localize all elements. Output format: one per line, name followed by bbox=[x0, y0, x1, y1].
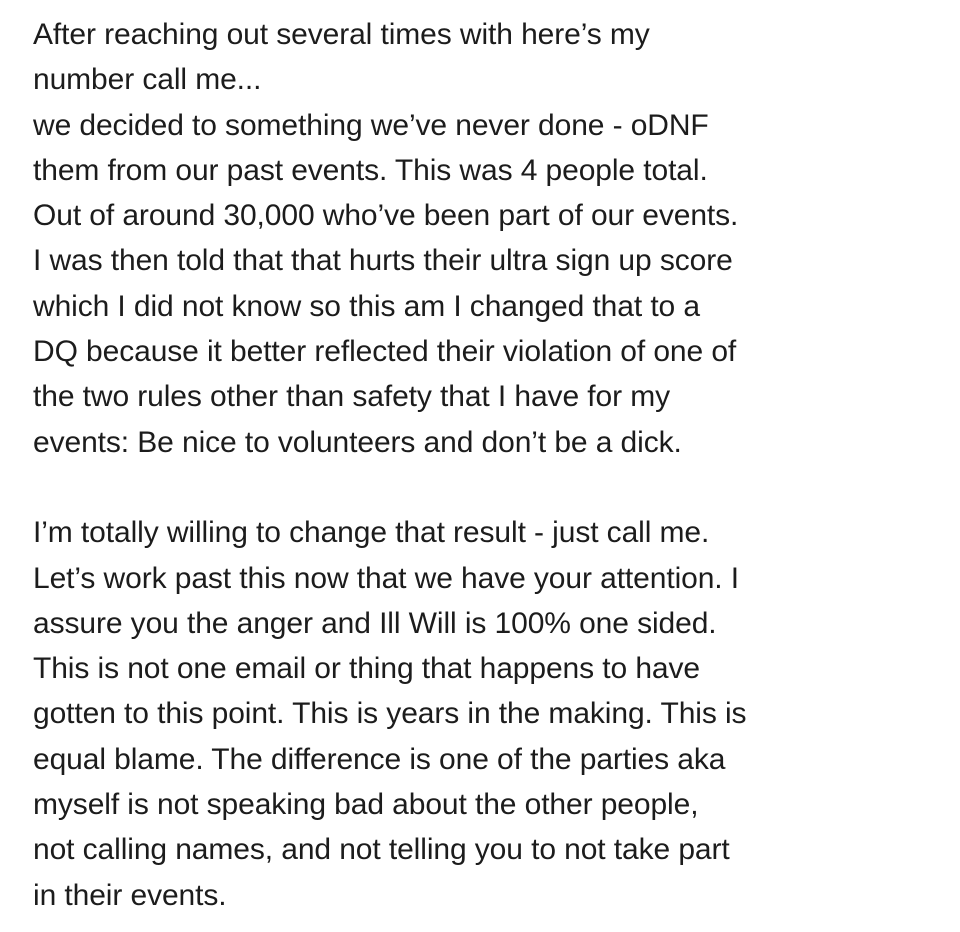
text-line: number call me... bbox=[33, 63, 262, 97]
text-line: I’m totally willing to change that result - just call me. bbox=[33, 516, 710, 550]
text-line: equal blame. The difference is one of the parties aka bbox=[33, 742, 726, 776]
text-line: Out of around 30,000 who’ve been part of our events. bbox=[33, 199, 739, 233]
text-line: we decided to something we’ve never done - oDNF bbox=[33, 108, 709, 142]
text-line: assure you the anger and Ill Will is 100% one sided. bbox=[33, 606, 717, 640]
paragraph-1 bbox=[33, 12, 953, 465]
text-line: After reaching out several times with here’s my bbox=[33, 18, 650, 51]
text-line: events: Be nice to volunteers and don’t be a dick. bbox=[33, 425, 682, 459]
text-line: I was then told that that hurts their ultra sign up score bbox=[33, 244, 733, 278]
text-line: This is not one email or thing that happens to have bbox=[33, 652, 700, 686]
post-text bbox=[33, 12, 953, 918]
text-line: the two rules other than safety that I have for my bbox=[33, 380, 670, 414]
text-line: gotten to this point. This is years in the making. This is bbox=[33, 697, 747, 731]
text-line: DQ because it better reflected their violation of one of bbox=[33, 335, 737, 369]
text-line: in their events. bbox=[33, 878, 227, 912]
text-line: Let’s work past this now that we have your attention. I bbox=[33, 561, 740, 595]
paragraph-gap bbox=[33, 465, 953, 510]
text-line: not calling names, and not telling you to not take part bbox=[33, 833, 730, 867]
text-line: them from our past events. This was 4 people total. bbox=[33, 153, 708, 187]
paragraph-2 bbox=[33, 510, 953, 918]
text-line: myself is not speaking bad about the other people, bbox=[33, 788, 699, 822]
text-line: which I did not know so this am I changed that to a bbox=[33, 289, 700, 323]
